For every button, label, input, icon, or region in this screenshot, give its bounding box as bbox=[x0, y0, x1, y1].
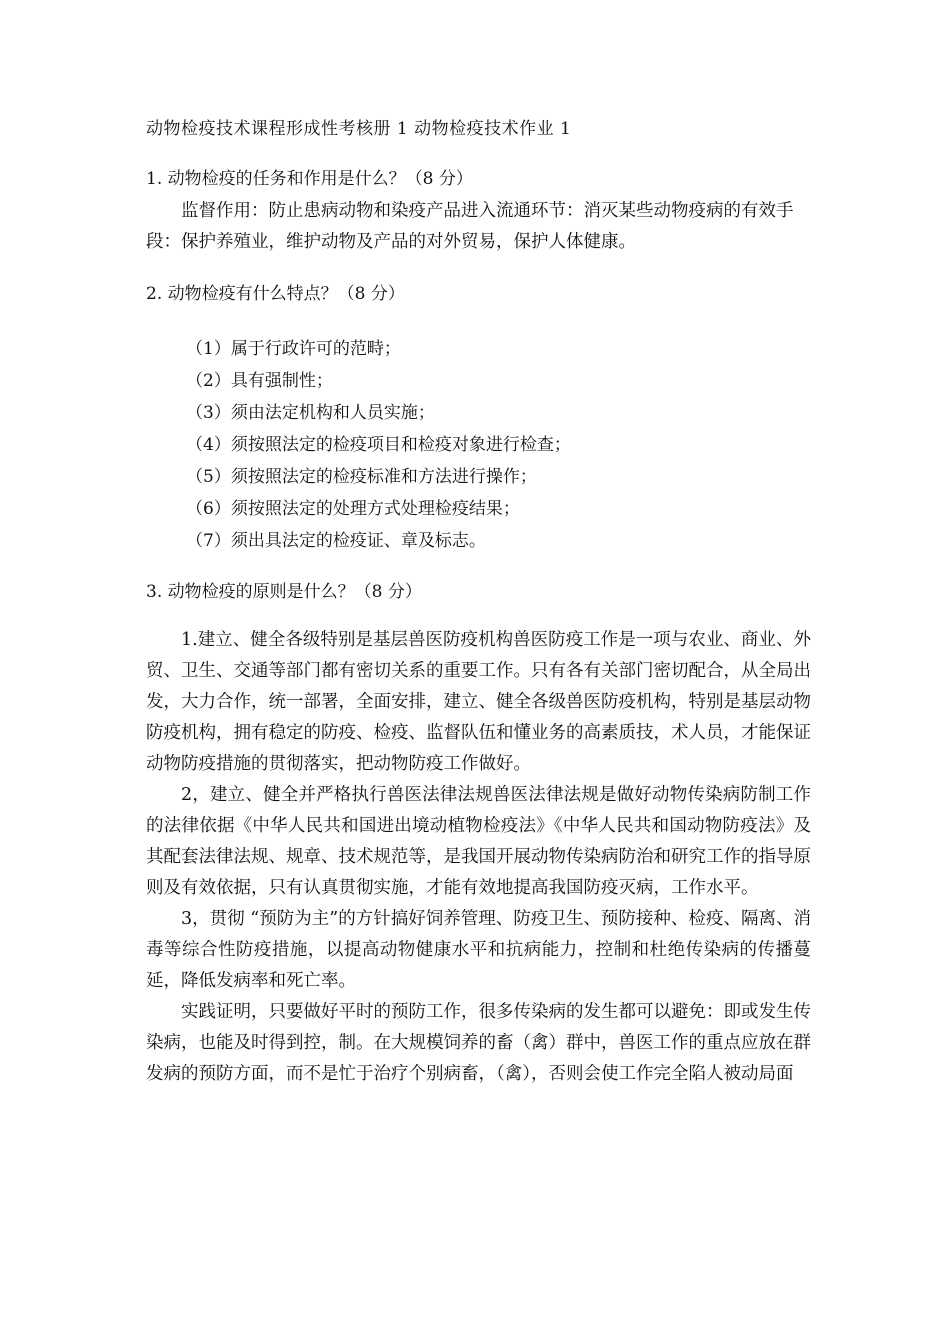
answer-3-paragraph: 1.建立、健全各级特别是基层兽医防疫机构兽医防疫工作是一项与农业、商业、外贸、卫生、交通等部门都有密切关系的重要工作。只有各有关部门密切配合，从全局出发，大力合作，统一部署，全面安排，建立、健全各级兽医防疫机构，特别是基层动物防疫机构，拥有稳定的防疫、检疫、监督队伍和懂业务的高素质技，术人员，才能保证动物防疫措施的贯彻落实，把动物防疫工作做好。 bbox=[146, 630, 811, 774]
question-1: 1. 动物检疫的任务和作用是什么？（8 分） bbox=[146, 169, 473, 189]
feature-list bbox=[186, 333, 571, 557]
question-2: 2. 动物检疫有什么特点？（8 分） bbox=[146, 284, 405, 304]
answer-3-paragraph: 2，建立、健全并严格执行兽医法律法规兽医法律法规是做好动物传染病防制工作的法律依据《中华人民共和国进出境动植物检疫法》《中华人民共和国动物防疫法》及其配套法律法规、规章、技术规范等，是我国开展动物传染病防治和研究工作的指导原则及有效依据，只有认真贯彻实施，才能有效地提高我国防疫灭病，工作水平。 bbox=[146, 785, 811, 898]
list-item: （3）须由法定机构和人员实施； bbox=[186, 403, 435, 423]
list-item: （2）具有强制性； bbox=[186, 371, 333, 391]
answer-3-paragraph: 3，贯彻 “预防为主”的方针搞好饲养管理、防疫卫生、预防接种、检疫、隔离、消毒等综合性防疫措施，以提高动物健康水平和抗病能力，控制和杜绝传染病的传播蔓延，降低发病率和死亡率。 bbox=[146, 909, 811, 991]
answer-3 bbox=[146, 625, 811, 1090]
list-item: （4）须按照法定的检疫项目和检疫对象进行检查； bbox=[186, 435, 571, 455]
list-item: （1）属于行政许可的范畤； bbox=[186, 339, 401, 359]
answer-1 bbox=[146, 196, 806, 258]
answer-1-paragraph: 监督作用：防止患病动物和染疫产品进入流通环节：消灭某些动物疫病的有效手段：保护养殖业，维护动物及产品的对外贸易，保护人体健康。 bbox=[146, 201, 794, 252]
document-title: 动物检疫技术课程形成性考核册 1 动物检疫技术作业 1 bbox=[146, 119, 572, 139]
question-3: 3. 动物检疫的原则是什么？（8 分） bbox=[146, 582, 422, 602]
answer-3-paragraph: 实践证明，只要做好平时的预防工作，很多传染病的发生都可以避免：即或发生传染病，也能及时得到控，制。在大规模饲养的畜（禽）群中，兽医工作的重点应放在群发病的预防方面，而不是忙于治疗个别病畜，（禽），否则会使工作完全陷人被动局面 bbox=[146, 1002, 811, 1084]
list-item: （6）须按照法定的处理方式处理检疫结果； bbox=[186, 499, 520, 519]
list-item: （5）须按照法定的检疫标准和方法进行操作； bbox=[186, 467, 537, 487]
list-item: （7）须出具法定的检疫证、章及标志。 bbox=[186, 531, 486, 551]
